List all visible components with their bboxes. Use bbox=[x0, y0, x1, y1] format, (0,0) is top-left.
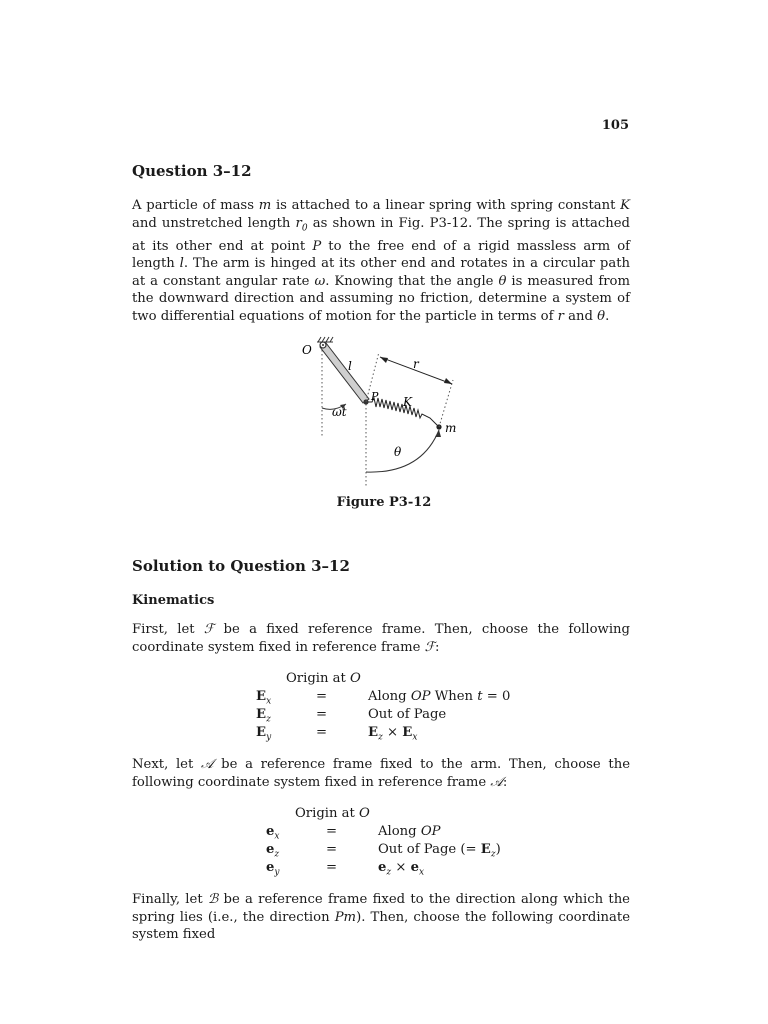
math-symbol: ℬ bbox=[207, 892, 219, 907]
basis-description: Along OP bbox=[378, 824, 441, 839]
table-F bbox=[256, 689, 538, 743]
subscript: y bbox=[266, 732, 272, 743]
subscript: 0 bbox=[301, 223, 308, 234]
coordinate-row bbox=[266, 842, 548, 860]
label-O: O bbox=[302, 343, 312, 357]
subscript: z bbox=[274, 849, 280, 860]
coordinate-row bbox=[266, 824, 548, 842]
math-symbol: K bbox=[620, 198, 630, 213]
math-symbol: O bbox=[350, 671, 361, 686]
table-F-origin: Origin at O bbox=[286, 671, 361, 686]
basis-vector bbox=[256, 707, 316, 725]
label-P: P bbox=[371, 390, 379, 403]
basis-vector bbox=[266, 860, 326, 878]
subscript: z bbox=[266, 714, 271, 725]
table-A-origin: Origin at O bbox=[295, 806, 370, 821]
equals-sign: = bbox=[316, 725, 328, 740]
equals-sign: = bbox=[326, 860, 338, 875]
rigid-arm bbox=[320, 343, 369, 403]
math-symbol: P bbox=[312, 238, 322, 254]
vector-symbol: e bbox=[378, 860, 387, 875]
vector-symbol: e bbox=[266, 842, 275, 857]
kinematics-heading: Kinematics bbox=[132, 593, 215, 608]
paragraph-frame-F: First, let ℱ be a fixed reference frame. Then, choose the following coordinate system fixed in reference frame ℱ: bbox=[132, 622, 630, 655]
vector-symbol: e bbox=[410, 860, 419, 875]
vector-symbol: E bbox=[368, 725, 379, 740]
theta-arc bbox=[366, 430, 439, 472]
coordinate-row bbox=[256, 689, 538, 707]
math-symbol: 𝒜 bbox=[490, 774, 503, 790]
label-theta: θ bbox=[394, 445, 402, 459]
basis-vector bbox=[266, 824, 326, 842]
equals-sign: = bbox=[316, 689, 328, 704]
vector-symbol: E bbox=[402, 725, 413, 740]
equals-sign: = bbox=[326, 842, 338, 857]
label-K: K bbox=[403, 395, 412, 409]
equals-sign: = bbox=[326, 824, 338, 839]
math-symbol: ω bbox=[314, 273, 326, 289]
math-symbol: θ bbox=[498, 273, 507, 289]
basis-vector bbox=[256, 725, 316, 743]
basis-vector bbox=[256, 689, 316, 707]
paragraph-frame-A: Next, let 𝒜 be a reference frame fixed to the arm. Then, choose the following coordinate system fixed in reference frame 𝒜: bbox=[132, 757, 631, 790]
math-symbol: r bbox=[557, 308, 564, 324]
coordinate-row bbox=[256, 707, 538, 725]
vector-symbol: E bbox=[480, 842, 491, 857]
label-r: r bbox=[413, 357, 419, 371]
math-symbol: OP bbox=[420, 824, 441, 839]
basis-description: Out of Page bbox=[368, 707, 447, 722]
vector-symbol: E bbox=[256, 689, 267, 704]
subscript: x bbox=[412, 732, 418, 743]
vector-symbol: e bbox=[266, 860, 275, 875]
basis-description: $e_z \times e_x$ bbox=[378, 860, 425, 878]
subscript: y bbox=[274, 867, 280, 878]
vector-symbol: E bbox=[256, 725, 267, 740]
math-symbol: l bbox=[179, 256, 184, 272]
label-m: m bbox=[445, 421, 457, 435]
label-omega-t: ωt bbox=[332, 405, 347, 419]
math-symbol: r bbox=[295, 215, 302, 231]
subscript: z bbox=[490, 849, 496, 860]
vector-symbol: E bbox=[256, 707, 267, 722]
question-paragraph: A particle of mass m is attached to a linear spring with spring constant K and unstretched length $r_0$ as shown in Fig. P3-12. The spring is attached at its other end at point P to the free end of a rigid massless arm of length l. The arm is hinged at its other end and rotates in a circular path at a constant angular rate ω. Knowing that the angle θ is measured from the downward direction and assuming no friction, determine a system of two differential equations of motion for the particle in terms of r and θ. bbox=[132, 198, 631, 324]
basis-description: $E_z \times E_x$ bbox=[368, 725, 418, 743]
math-symbol: ℱ bbox=[424, 639, 435, 655]
table-A bbox=[266, 824, 548, 878]
subscript: x bbox=[266, 696, 272, 707]
equals-sign: = bbox=[316, 707, 328, 722]
label-l: l bbox=[348, 359, 352, 373]
spring-arm-diagram bbox=[296, 334, 466, 490]
figure-caption: Figure P3-12 bbox=[336, 495, 432, 510]
math-symbol: O bbox=[359, 806, 370, 821]
math-symbol: m bbox=[258, 198, 272, 213]
figure-p3-12 bbox=[296, 334, 466, 490]
subscript: z bbox=[378, 732, 383, 743]
solution-heading: Solution to Question 3–12 bbox=[132, 557, 350, 575]
paragraph-frame-B: Finally, let ℬ be a reference frame fixed to the direction along which the spring lies (i.e., the direction Pm). Then, choose the following coordinate system fixed bbox=[132, 892, 631, 942]
coordinate-row bbox=[266, 860, 548, 878]
subscript: x bbox=[418, 867, 425, 878]
math-symbol: OP bbox=[410, 689, 431, 704]
page-number: 105 bbox=[601, 118, 629, 133]
hinge-hatch bbox=[317, 337, 333, 342]
question-heading: Question 3–12 bbox=[132, 162, 252, 180]
subscript: z bbox=[386, 867, 392, 878]
basis-vector bbox=[266, 842, 326, 860]
math-symbol: Pm bbox=[334, 909, 357, 925]
basis-description: Out of Page (= $E_z$) bbox=[378, 842, 501, 860]
coordinate-row bbox=[256, 725, 538, 743]
vector-symbol: e bbox=[266, 824, 275, 839]
math-symbol: θ bbox=[597, 308, 606, 324]
basis-description: Along OP When t = 0 bbox=[368, 689, 511, 704]
subscript: x bbox=[274, 831, 280, 842]
math-symbol: 𝒜 bbox=[200, 757, 214, 772]
math-symbol: ℱ bbox=[203, 622, 215, 637]
math-symbol: t bbox=[477, 689, 483, 704]
